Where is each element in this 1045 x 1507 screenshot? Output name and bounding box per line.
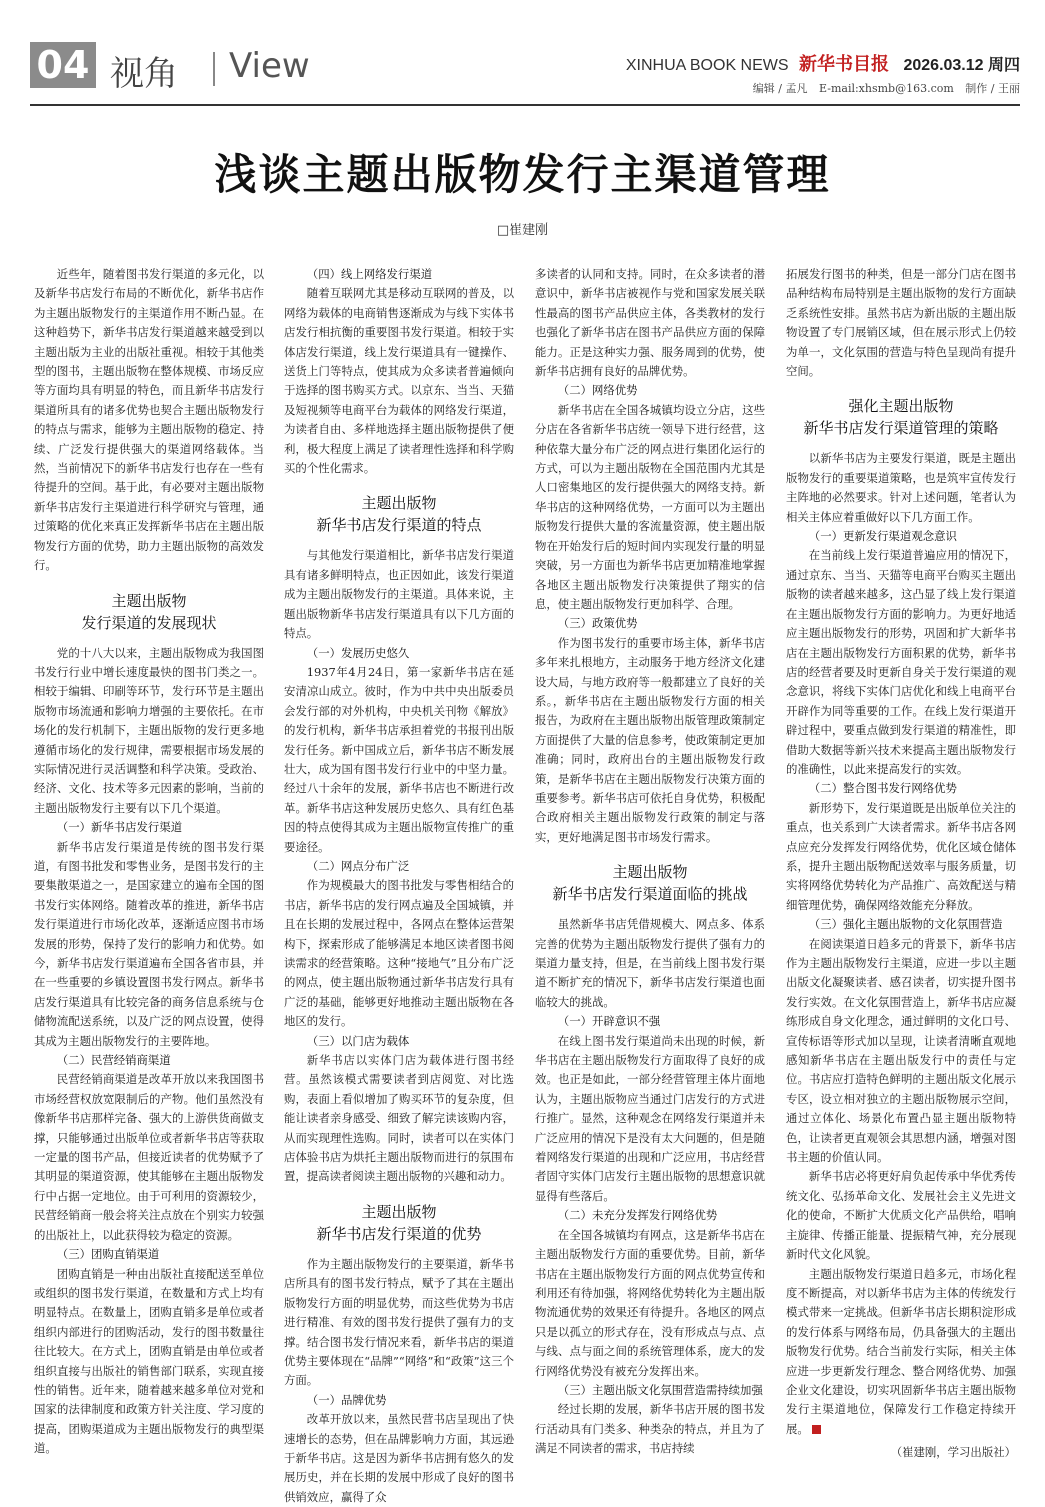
subheading: （二）未充分发挥发行网络优势 <box>557 1208 718 1223</box>
column-1 <box>34 265 264 1459</box>
paragraph: 新华书店在全国各城镇均设立分店，这些分店在各省新华书店统一领导下进行经营，这种依靠大量分布广泛的网点进行集团化运行的方式，可以为主题出版物在全国范围内尤其是人口密集地区的发行提供强大的网络支持。新华书店的这种网络优势，一方面可以为主题出版物发行提供大量的客流量资源，使主题出版物在开始发行后的短时间内实现发行量的明显突破，另一方面也为新华书店更加精准地掌握各地区主题出版物发行决策提供了翔实的信息，使主题出版物发行更加科学、合理。 <box>535 402 765 611</box>
paragraph: 改革开放以来，虽然民营书店呈现出了快速增长的态势，但在品牌影响力方面，其远逊于新华书店。这是因为新华书店拥有悠久的发展历史，并在长期的发展中形成了良好的图书供销效应，赢得了众 <box>284 1412 514 1504</box>
final-paragraph-text: 主题出版物发行渠道日趋多元，市场化程度不断提高，对以新华书店为主体的传统发行模式带来一定挑战。但新华书店长期积淀形成的发行体系与网络布局，仍具备强大的主题出版物发行优势。结合当前发行实际，相关主体应进一步更新发行理念、整合网络优势、加强企业文化建设，切实巩固新华书店主题出版物发行主渠道地位，保障发行工作稳定持续开展。 <box>786 1266 1016 1436</box>
article-author: □崔建刚 <box>496 223 549 238</box>
paragraph: 新华书店以实体门店为载体进行图书经营。虽然该模式需要读者到店阅览、对比选购，表面上看似增加了购买环节的复杂度，但能让读者亲身感受、细致了解完读该购内容，从而实现理性选购。同时，读者可以在实体门店体验书店为烘托主题出版物而进行的氛围布置，提高读者阅读主题出版物的兴趣和动力。 <box>284 1053 514 1184</box>
section-heading-text: 主题出版物 发行渠道的发展现状 <box>81 591 217 632</box>
section-heading <box>786 395 1016 439</box>
subheading: （一）发展历史悠久 <box>306 645 410 660</box>
paragraph: 经过长期的发展，新华书店开展的图书发行活动具有门类多、种类杂的特点，并且为了满足不同读者的需求，书店持续 <box>535 1402 765 1456</box>
paper-name-cn: 新华书目报 <box>799 54 890 74</box>
paragraph: 在线上图书发行渠道尚未出现的时候，新华书店在主题出版物发行方面取得了良好的成效。也正是如此，一部分经营管理主体片面地认为，主题出版物应当通过门店发行的方式进行推广。显然，这种观念在网络发行渠道并未广泛应用的情况下是没有太大问题的，但是随着网络发行渠道的出现和广泛应用，书店经营者固守实体门店发行主题出版物的思想意识就显得有些落后。 <box>535 1033 765 1203</box>
subheading: （一）开辟意识不强 <box>557 1014 661 1029</box>
subheading: （四）线上网络发行渠道 <box>306 267 433 281</box>
subheading: （三）团购直销渠道 <box>56 1247 160 1262</box>
paragraph: 新华书店必将更好肩负起传承中华优秀传统文化、弘扬革命文化、发展社会主义先进文化的使命，不断扩大优质文化产品供给，唱响主旋律、传播正能量、提振精气神，充分展现新时代文化风貌。 <box>786 1169 1016 1262</box>
end-mark-icon <box>812 1425 821 1434</box>
section-heading-text: 主题出版物 新华书店发行渠道面临的挑战 <box>552 863 748 904</box>
page-header <box>30 42 1020 98</box>
header-rule <box>30 104 1020 106</box>
column-4 <box>786 265 1016 1439</box>
paragraph: 在当前线上发行渠道普遍应用的情况下，通过京东、当当、天猫等电商平台购买主题出版物的读者越来越多，这凸显了线上发行渠道在主题出版物发行方面的影响力。为更好地适应主题出版物发行的形势，巩固和扩大新华书店在主题出版物发行方面积累的优势，新华书店的经营者要及时更新自身关于发行渠道的观念意识，将线下实体门店优化和线上电商平台开辟作为同等重要的工作。在线上发行渠道开辟过程中，要重点做到发行渠道的精准性，即借助大数据等新兴技术来提高主题出版物发行的准确性，以此来提高发行的实效。 <box>786 548 1016 776</box>
paragraph: 以新华书店为主要发行渠道，既是主题出版物发行的重要渠道策略，也是筑牢宣传发行主阵地的必然要求。针对上述问题，笔者认为相关主体应着重做好以下几方面工作。 <box>786 451 1016 524</box>
subheading: （一）品牌优势 <box>306 1392 387 1407</box>
paragraph: 新形势下，发行渠道既是出版单位关注的重点，也关系到广大读者需求。新华书店各网点应充分发挥发行网络优势，优化区域仓储体系，提升主题出版物配送效率与服务质量，切实将网络优势转化为产品推广、高效配送与精细管理优势，确保网络效能充分释放。 <box>786 800 1016 912</box>
section-heading-text: 主题出版物 新华书店发行渠道的特点 <box>316 494 482 535</box>
paragraph: 在阅读渠道日趋多元的背景下，新华书店作为主题出版物发行主渠道，应进一步以主题出版文化凝聚读者、感召读者，切实提升图书发行实效。在文化氛围营造上，新华书店应凝练形成自身文化理念，通过鲜明的文化口号、宣传标语等形式加以呈现，让读者清晰直观地感知新华书店在主题出版发行中的责任与定位。书店应打造特色鲜明的主题出版文化展示专区，设立相对独立的主题出版物展示空间，通过立体化、场景化布置凸显主题出版物特色，让读者更直观领会其思想内涵，增强对图书主题的价值认同。 <box>786 936 1016 1165</box>
subheading: （三）以门店为载体 <box>306 1033 410 1048</box>
section-name: 视角 <box>110 54 178 94</box>
issue-date: 2026.03.12 周四 <box>903 57 1020 74</box>
subheading: （二）网点分布广泛 <box>306 858 410 873</box>
header-divider <box>213 52 215 86</box>
editor-line <box>745 80 1020 96</box>
paragraph <box>786 1265 1016 1440</box>
subheading: （二）民营经销商渠道 <box>56 1053 171 1068</box>
subheading: （三）强化主题出版物的文化氛围营造 <box>808 917 1003 932</box>
editor: 编辑 / 孟凡 <box>752 82 808 95</box>
paper-name-en: XINHUA BOOK NEWS <box>625 57 789 74</box>
subheading: （一）更新发行渠道观念意识 <box>808 529 957 544</box>
paragraph: 多读者的认同和支持。同时，在众多读者的潜意识中，新华书店被视作与党和国家发展关联性最高的图书产品供应主体，各类教材的发行也强化了新华书店在图书产品供应方面的保障能力。正是这种实力强、服务周到的优势，使新华书店拥有良好的品牌优势。 <box>535 267 765 379</box>
paragraph: 与其他发行渠道相比，新华书店发行渠道具有诸多鲜明特点，也正因如此，该发行渠道成为主题出版物发行的主渠道。具体来说，主题出版物新华书店发行渠道具有以下几方面的特点。 <box>284 548 514 641</box>
subheading: （三）主题出版文化氛围营造需持续加强 <box>557 1382 763 1397</box>
paragraph: 新华书店发行渠道是传统的图书发行渠道，有图书批发和零售业务，是图书发行的主要集散渠道之一，是国家建立的遍布全国的图书发行实体网络。随着改革的推进，新华书店发行渠道进行市场化改革，逐渐适应图书市场发展的形势，保持了发行的影响力和优势。如今，新华书店发行渠道遍布全国各省市县，并在一些重要的乡镇设置图书发行网点。新华书店发行渠道具有比较完备的商务信息系统与仓储物流配送系统，以及广泛的网点设置，使得其成为主题出版物发行的主要阵地。 <box>34 839 264 1048</box>
paragraph: 党的十八大以来，主题出版物成为我国图书发行行业中增长速度最快的图书门类之一。相较于编辑、印刷等环节，发行环节是主题出版物市场流通和影响力增强的主要依托。在市场化的发行机制下，主题出版物的发行更多地遵循市场化的发行规律，需要根据市场发展的实际情况进行灵活调整和科学决策。受政治、经济、文化、技术等多元因素的影响，当前的主题出版物发行主要有以下几个渠道。 <box>34 645 264 815</box>
subheading: （三）政策优势 <box>557 616 638 631</box>
section-heading <box>284 1201 514 1245</box>
section-name-en: View <box>229 46 310 86</box>
subheading: （二）整合图书发行网络优势 <box>808 781 957 796</box>
section-heading-text: 强化主题出版物 新华书店发行渠道管理的策略 <box>803 397 999 438</box>
subheading: （二）网络优势 <box>557 383 638 398</box>
column-2 <box>284 265 514 1507</box>
producer: 制作 / 王丽 <box>965 82 1020 95</box>
paragraph: 虽然新华书店凭借规模大、网点多、体系完善的优势为主题出版物发行提供了强有力的渠道力量支持，但是，在当前线上图书发行渠道不断扩充的情况下，新华书店发行渠道也面临较大的挑战。 <box>535 917 765 1009</box>
paragraph: 作为规模最大的图书批发与零售相结合的书店，新华书店的发行网点遍及全国城镇，并且在长期的发展过程中，各网点在整体运营架构下，探索形成了能够满足本地区读者图书阅读需求的经营策略。这种“接地气”且分布广泛的网点，使主题出版物通过新华书店发行具有广泛的基础，能够更好地推动主题出版物在各地区的发行。 <box>284 878 514 1029</box>
masthead <box>626 50 1020 76</box>
email: E-mail:xhsmb@163.com <box>819 82 954 95</box>
paragraph: 拓展发行图书的种类，但是一部分门店在图书品种结构布局特别是主题出版物的发行方面缺乏系统性安排。虽然书店为新出版的主题出版物设置了专门展销区域，但在展示形式上仍较为单一，文化氛围的营造与特色呈现尚有提升空间。 <box>786 267 1016 379</box>
paragraph: 近些年，随着图书发行渠道的多元化，以及新华书店发行布局的不断优化，新华书店作为主题出版物发行的主渠道作用不断凸显。在这种趋势下，新华书店发行渠道越来越受到以主题出版为主业的出版社重视。相较于其他类型的图书，主题出版物在整体规模、市场反应等方面均具有明显的特色，而且新华书店发行渠道所具有的诸多优势也契合主题出版物发行的特点与需求，能够为主题出版物的稳定、持续、广泛发行提供强大的渠道网络载体。当然，当前情况下的新华书店发行也存在一些有待提升的空间。基于此，有必要对主题出版物新华书店发行主渠道进行科学研究与管理，通过策略的优化来真正发挥新华书店在主题出版物发行方面的优势，助力主题出版物的高效发行。 <box>34 267 264 573</box>
paragraph: 1937年4月24日，第一家新华书店在延安清凉山成立。彼时，作为中共中央出版委员会发行部的对外机构，中央机关刊物《解放》的发行机构，新华书店承担着党的书报刊出版发行任务。新中国成立后，新华书店不断发展壮大，成为国有图书发行行业中的中坚力量。经过八十余年的发展，新华书店也不断进行改革。新华书店这种发展历史悠久、具有红色基因的特点使得其成为主题出版物宣传推广的重要途径。 <box>284 664 514 854</box>
section-heading <box>284 492 514 536</box>
section-heading <box>34 590 264 634</box>
article-title: 浅谈主题出版物发行主渠道管理 <box>214 150 831 199</box>
paragraph: 作为主题出版物发行的主要渠道，新华书店所具有的图书发行特点，赋予了其在主题出版物发行方面的明显优势，而这些优势为书店进行精准、有效的图书发行提供了强有力的支撑。结合图书发行情况来看，新华书店的渠道优势主要体现在“品牌”“网络”和“政策”这三个方面。 <box>284 1256 514 1388</box>
paragraph: 团购直销是一种由出版社直接配送至单位或组织的图书发行渠道，在数量和方式上均有明显特点。在数量上，团购直销多是单位或者组织内部进行的团购活动，发行的图书数量往往比较大。在方式上，团购直销是由单位或者组织直接与出版社的销售部门联系，实现直接性的销售。近年来，随着越来越多单位对党和国家的法律制度和政策方针关注度、学习度的提高，团购渠道成为主题出版物发行的典型渠道。 <box>34 1266 264 1456</box>
author-signature: （崔建刚，学习出版社） <box>890 1445 1016 1459</box>
paragraph: 随着互联网尤其是移动互联网的普及，以网络为载体的电商销售逐渐成为与线下实体书店发行相抗衡的重要图书发行渠道。相较于实体店发行渠道，线上发行渠道具有一键操作、送货上门等特点，使其成为众多读者普遍倾向于选择的图书购买方式。以京东、当当、天猫及短视频等电商平台为载体的网络发行渠道，为读者自由、多样地选择主题出版物提供了便利，极大程度上满足了读者理性选择和科学购买的个性化需求。 <box>284 286 514 476</box>
paragraph: 在全国各城镇均有网点，这是新华书店在主题出版物发行方面的重要优势。目前，新华书店在主题出版物发行方面的网点优势宣传和利用还有待加强，将网络优势转化为主题出版物流通优势的效果还有待提升。各地区的网点只是以孤立的形式存在，没有形成点与点、点与线、点与面之间的系统管理体系，庞大的发行网络优势没有被充分发挥出来。 <box>535 1227 765 1378</box>
subheading: （一）新华书店发行渠道 <box>56 820 183 835</box>
paragraph: 民营经销商渠道是改革开放以来我国图书市场经营权放宽限制后的产物。他们虽然没有像新华书店那样完备、强大的上游供货商做支撑，只能够通过出版单位或者新华书店等获取一定量的图书产品，但接近读者的优势赋予了其明显的渠道资源，使其能够在主题出版物发行中占据一定地位。由于可利用的资源较少，民营经销商一般会将关注点放在个别实力较强的出版社上，以此获得较为稳定的资源。 <box>34 1072 264 1242</box>
column-3 <box>535 265 765 1459</box>
paragraph: 作为图书发行的重要市场主体，新华书店多年来扎根地方，主动服务于地方经济文化建设大局，与地方政府等一般都建立了良好的关系。，新华书店在主题出版物发行方面的相关报告，为政府在主题出版物出版管理政策制定方面提供了大量的信息参考，使政策制定更加准确；同时，政府出台的主题出版物发行政策，是新华书店在主题出版物发行决策方面的重要参考。新华书店可依托自身优势，积极配合政府相关主题出版物发行政策的制定与落实，更好地满足图书市场发行需求。 <box>535 635 765 844</box>
section-heading-text: 主题出版物 新华书店发行渠道的优势 <box>316 1202 482 1243</box>
page-number: 04 <box>30 42 96 88</box>
section-heading <box>535 861 765 905</box>
